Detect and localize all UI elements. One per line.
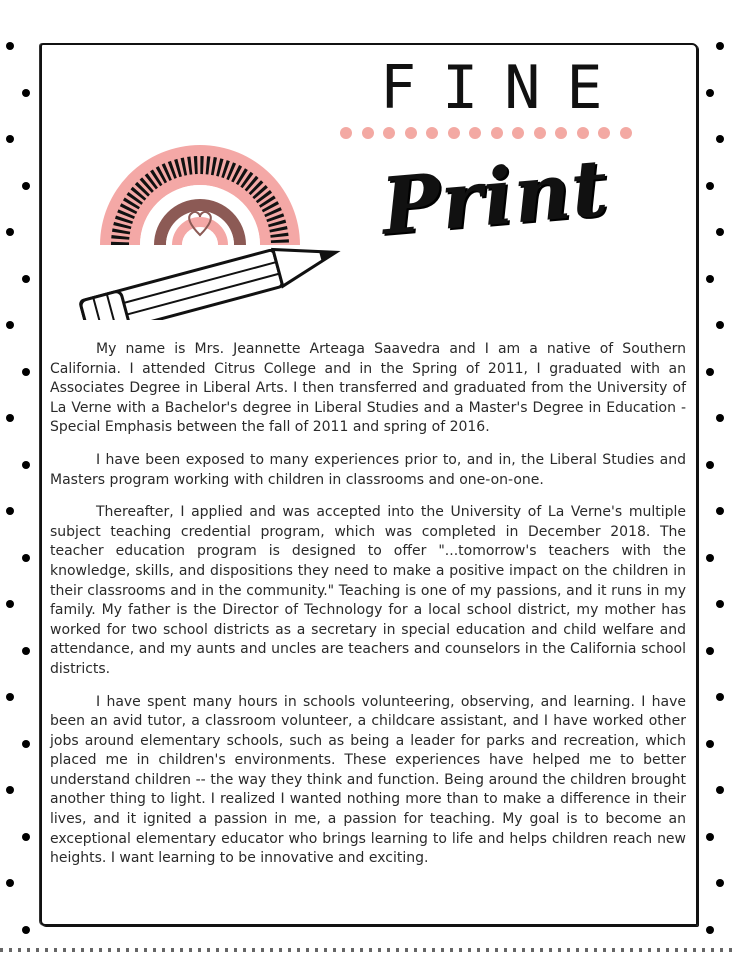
border-dot (706, 275, 714, 283)
left-dot-border (0, 0, 30, 955)
pencil-icon (80, 234, 341, 320)
right-dot-border (704, 0, 734, 955)
border-dot (716, 600, 724, 608)
border-dot (716, 693, 724, 701)
border-dot (716, 786, 724, 794)
border-dot (716, 42, 724, 50)
border-dot (716, 135, 724, 143)
border-dot (706, 740, 714, 748)
border-dot (6, 42, 14, 50)
border-dot (6, 414, 14, 422)
divider-dot (491, 127, 503, 139)
border-dot (22, 89, 30, 97)
border-dot (22, 554, 30, 562)
border-dot (6, 228, 14, 236)
border-dot (716, 414, 724, 422)
border-dot (706, 368, 714, 376)
border-dot (706, 461, 714, 469)
border-dot (706, 926, 714, 934)
border-dot (22, 368, 30, 376)
bio-paragraph: Thereafter, I applied and was accepted into the University of La Verne's multiple subject teaching credential program, which was completed in December 2018. The teacher education program is designed to offer "...tomorrow's teachers with the knowledge, skills, and dispositions they need to make a positive impact on the children in their classrooms and in the community." Teaching is one of my passions, and it runs in my family. My father is the Director of Technology for a local school district, my mother has worked for two school districts as a secretary in special education and child welfare and attendance, and my aunts and uncles are teachers and counselors in the California school districts. (50, 504, 686, 677)
border-dot (706, 833, 714, 841)
border-dot (22, 740, 30, 748)
border-dot (716, 228, 724, 236)
bio-paragraph: I have been exposed to many experiences prior to, and in, the Liberal Studies and Masters program working with children in classrooms and one-on-one. (50, 451, 686, 488)
border-dot (6, 786, 14, 794)
divider-dot (469, 127, 481, 139)
title-fine: FINE (380, 53, 629, 123)
bio-paragraph: I have spent many hours in schools volunteering, observing, and learning. I have been an avid tutor, a classroom volunteer, a childcare assistant, and I have worked other jobs around elementary schools, such as being a leader for parks and recreation, which placed me in children's environments. These experiences have helped me to better understand children -- the way they think and function. Being around the children brought another thing to light. I realized I wanted nothing more than to make a difference in their lives, and it ignited a passion in me, a passion for teaching. My goal is to become an exceptional elementary educator who brings learning to life and helps children reach new heights. I want learning to be innovative and exciting. (50, 693, 686, 867)
divider-dot (405, 127, 417, 139)
title-print: Print (377, 142, 613, 253)
border-dot (22, 833, 30, 841)
rainbow-icon (100, 145, 300, 245)
border-dot (716, 321, 724, 329)
border-dot (22, 275, 30, 283)
divider-dot (448, 127, 460, 139)
border-dot (22, 647, 30, 655)
divider-dot (362, 127, 374, 139)
border-dot (6, 321, 14, 329)
border-dot (706, 647, 714, 655)
divider-dot (383, 127, 395, 139)
border-dot (6, 693, 14, 701)
divider-dot (340, 127, 352, 139)
rainbow-pencil-illustration (60, 95, 370, 320)
border-dot (716, 879, 724, 887)
border-dot (6, 507, 14, 515)
border-dot (706, 89, 714, 97)
bottom-dashed-line (0, 948, 734, 952)
border-dot (22, 182, 30, 190)
border-dot (6, 600, 14, 608)
border-dot (22, 926, 30, 934)
bio-text (50, 340, 686, 882)
border-dot (716, 507, 724, 515)
divider-dot (426, 127, 438, 139)
border-dot (6, 135, 14, 143)
border-dot (22, 461, 30, 469)
bio-paragraph: My name is Mrs. Jeannette Arteaga Saavedra and I am a native of Southern California. I attended Citrus College and in the Spring of 2011, I graduated with an Associates Degree in Liberal Arts. I then transferred and graduated from the University of La Verne with a Bachelor's degree in Liberal Studies and a Master's Degree in Education -Special Emphasis between the fall of 2011 and spring of 2016. (50, 341, 686, 436)
border-dot (6, 879, 14, 887)
border-dot (706, 554, 714, 562)
border-dot (706, 182, 714, 190)
